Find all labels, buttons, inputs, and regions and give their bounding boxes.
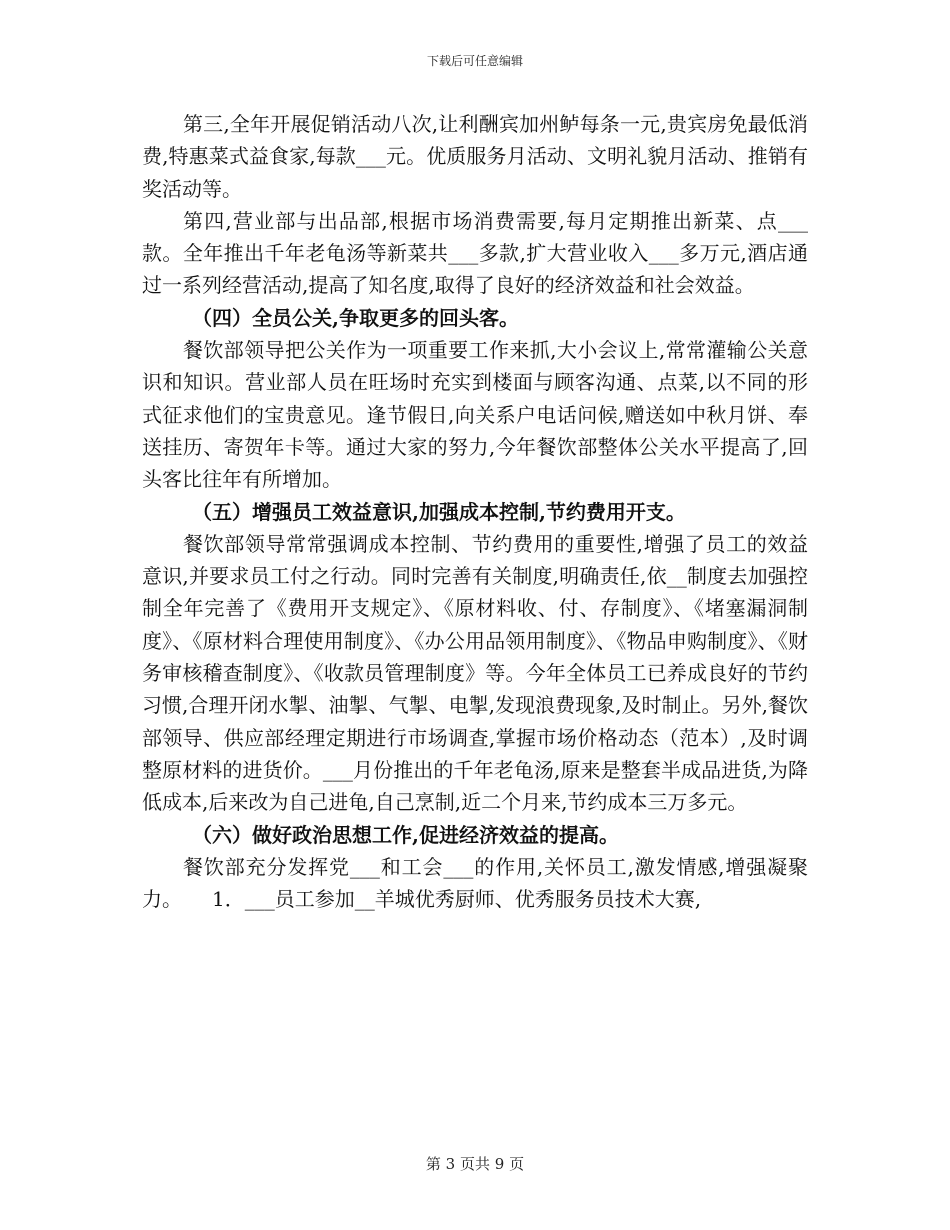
paragraph-promotion: 第三,全年开展促销活动八次,让利酬宾加州鲈每条一元,贵宾房免最低消费,特惠菜式益食家,每款___元。优质服务月活动、文明礼貌月活动、推销有奖活动等。: [142, 112, 808, 201]
document-body: [142, 108, 808, 915]
section-heading-public-relations: （四）全员公关,争取更多的回头客。: [192, 305, 519, 330]
paragraph-public-relations: 餐饮部领导把公关作为一项重要工作来抓,大小会议上,常常灌输公关意识和知识。营业部人员在旺场时充实到楼面与顾客沟通、点菜,以不同的形式征求他们的宝贵意见。逢节假日,向关系户电话问候,赠送如中秋月饼、奉送挂历、寄贺年卡等。通过大家的努力,今年餐饮部整体公关水平提高了,回头客比往年有所增加。: [142, 338, 808, 492]
page-number: 第 3 页共 9 页: [425, 1155, 525, 1173]
paragraph-political-work: 餐饮部充分发挥党___和工会___的作用,关怀员工,激发情感,增强凝聚力。 1．___员工参加__羊城优秀厨师、优秀服务员技术大赛,: [142, 854, 808, 912]
paragraph-cost-control: 餐饮部领导常常强调成本控制、节约费用的重要性,增强了员工的效益意识,并要求员工付之行动。同时完善有关制度,明确责任,依__制度去加强控制全年完善了《费用开支规定》、《原材料收、付、存制度》、《堵塞漏洞制度》、《原材料合理使用制度》、《办公用品领用制度》、《物品申购制度》、《财务审核稽查制度》、《收款员管理制度》等。今年全体员工已养成良好的节约习惯,合理开闭水掣、油掣、气掣、电掣,发现浪费现象,及时制止。另外,餐饮部领导、供应部经理定期进行市场调查,掌握市场价格动态（范本）,及时调整原材料的进货价。___月份推出的千年老龟汤,原来是整套半成品进货,为降低成本,后来改为自己进龟,自己烹制,近二个月来,节约成本三万多元。: [142, 531, 808, 815]
header-note: 下载后可任意编辑: [426, 54, 523, 68]
section-heading-political-work: （六）做好政治思想工作,促进经济效益的提高。: [192, 822, 619, 847]
paragraph-new-dishes: 第四,营业部与出品部,根据市场消费需要,每月定期推出新菜、点___款。全年推出千年老龟汤等新菜共___多款,扩大营业收入___多万元,酒店通过一系列经营活动,提高了知名度,取得了良好的经济效益和社会效益。: [142, 208, 808, 298]
section-heading-cost-control: （五）增强员工效益意识,加强成本控制,节约费用开支。: [192, 499, 686, 524]
